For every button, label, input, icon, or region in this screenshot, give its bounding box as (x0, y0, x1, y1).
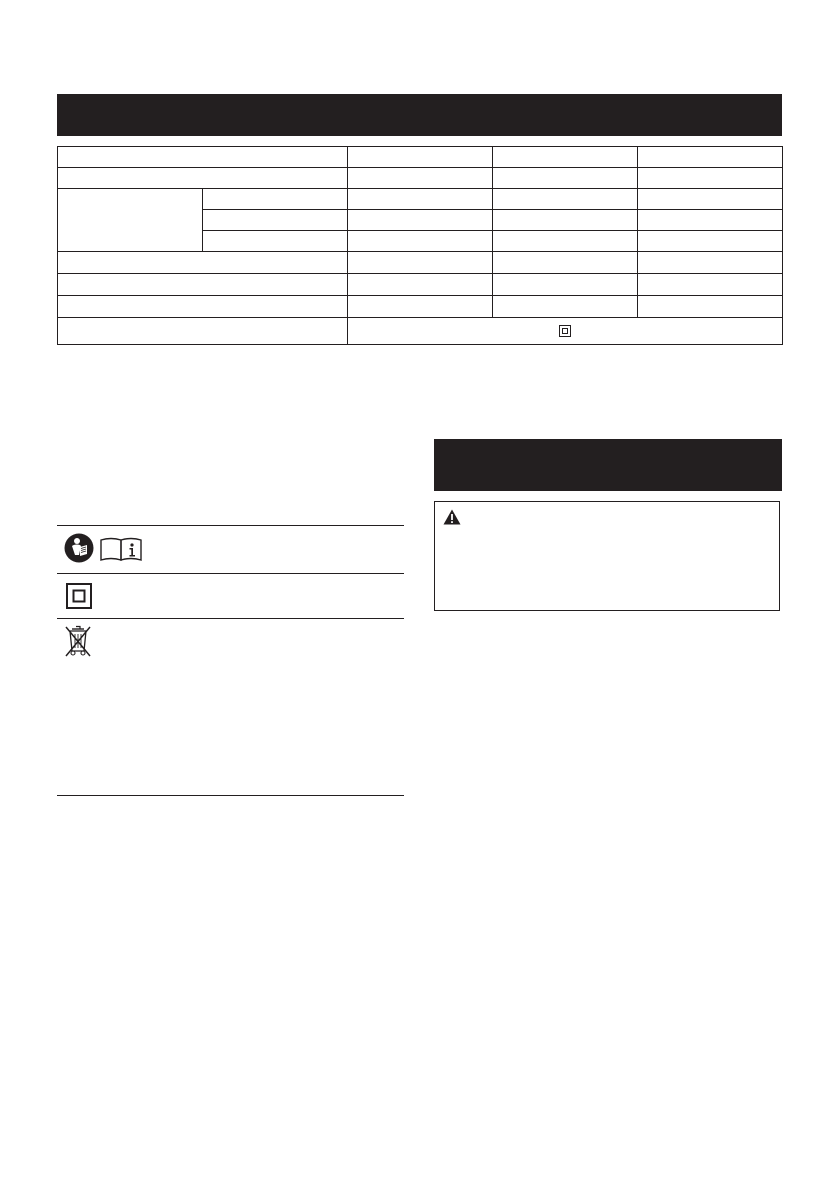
table-cell (493, 189, 638, 210)
table-cell (638, 274, 783, 296)
table-cell-class-symbol (348, 318, 783, 345)
table-cell (58, 296, 348, 318)
read-manual-icon (64, 533, 94, 563)
table-cell (493, 296, 638, 318)
table-cell (58, 318, 348, 345)
table-cell (203, 189, 348, 210)
symbols-rule-2 (57, 573, 404, 574)
warning-triangle-icon (443, 509, 461, 525)
double-square-icon (559, 325, 571, 337)
table-cell (348, 147, 493, 168)
table-cell (58, 168, 348, 189)
table-cell (493, 147, 638, 168)
table-cell (348, 168, 493, 189)
table-row (58, 168, 783, 189)
specifications-heading-bar (57, 94, 782, 136)
table-row (58, 318, 783, 345)
table-cell (638, 296, 783, 318)
table-row (58, 252, 783, 274)
table-cell (58, 147, 348, 168)
crossed-out-wheelie-bin-icon (64, 624, 92, 658)
table-cell (493, 168, 638, 189)
table-cell (638, 210, 783, 231)
table-cell (203, 231, 348, 252)
table-cell (348, 274, 493, 296)
safety-warnings-heading-bar (434, 439, 782, 491)
warning-box (434, 501, 780, 611)
symbols-rule-3 (57, 618, 404, 619)
table-cell (638, 168, 783, 189)
table-cell-group-label (58, 189, 203, 252)
symbols-top-rule (57, 525, 404, 526)
table-row (58, 296, 783, 318)
table-cell (348, 210, 493, 231)
table-cell (203, 210, 348, 231)
table-cell (638, 147, 783, 168)
info-book-icon (100, 537, 142, 561)
table-cell (58, 274, 348, 296)
table-cell (348, 252, 493, 274)
table-cell (493, 252, 638, 274)
table-cell (348, 189, 493, 210)
table-row (58, 274, 783, 296)
table-cell (638, 189, 783, 210)
table-cell (58, 252, 348, 274)
table-cell (493, 274, 638, 296)
table-row (58, 189, 783, 210)
table-row (58, 147, 783, 168)
table-cell (493, 231, 638, 252)
table-cell (348, 231, 493, 252)
symbols-bottom-rule (57, 795, 404, 796)
table-cell (348, 296, 493, 318)
table-cell (493, 210, 638, 231)
table-cell (638, 231, 783, 252)
table-cell (638, 252, 783, 274)
specifications-table (57, 146, 783, 345)
class-ii-double-square-icon (66, 583, 92, 609)
